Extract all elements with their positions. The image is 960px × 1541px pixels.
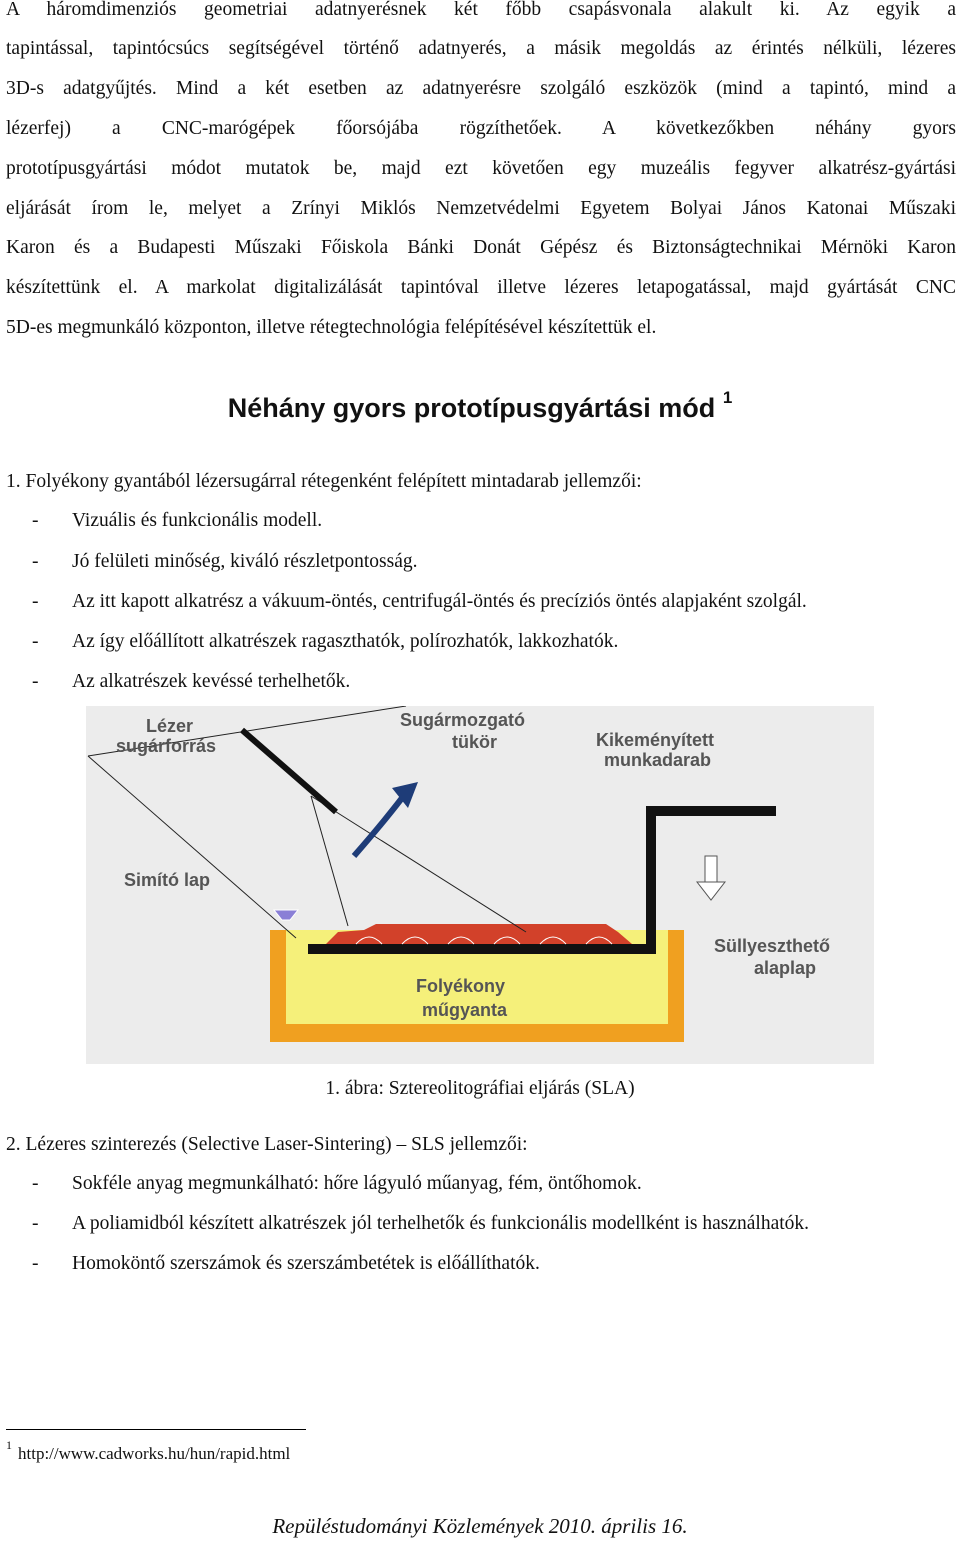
intro-line: eljárását írom le, melyet a Zrínyi Miklós Nemzetvédelmi Egyetem Bolyai János Katonai Műszaki (6, 198, 956, 219)
list-item: Az így előállított alkatrészek ragaszthatók, polírozhatók, lakkozhatók. (72, 631, 619, 652)
intro-line: A háromdimenziós geometriai adatnyerésnek két főbb csapásvonala alakult ki. Az egyik a (6, 0, 956, 20)
label-platform: Süllyeszthető (714, 936, 831, 956)
sla-diagram (86, 706, 874, 1064)
list-bullet: - (32, 671, 39, 692)
list-item: Jó felületi minőség, kiváló részletpontosság. (72, 551, 418, 572)
footnote-link[interactable]: http://www.cadworks.hu/hun/rapid.html (18, 1444, 291, 1463)
list-bullet: - (32, 1173, 39, 1194)
figure-caption: 1. ábra: Sztereolitográfiai eljárás (SLA) (325, 1078, 635, 1099)
label-resin: műgyanta (422, 1000, 508, 1020)
section2-title: 2. Lézeres szinterezés (Selective Laser-Sintering) – SLS jellemzői: (6, 1134, 528, 1155)
list-bullet: - (32, 551, 39, 572)
list-bullet: - (32, 1213, 39, 1234)
label-mirror: tükör (452, 732, 497, 752)
intro-line: 3D-s adatgyűjtés. Mind a két esetben az adatnyerésre szolgáló eszközök (mind a tapintó, mind a (6, 78, 956, 99)
label-resin: Folyékony (416, 976, 506, 996)
label-laser-source: sugárforrás (116, 736, 217, 756)
list-bullet: - (32, 1253, 39, 1274)
list-item: Sokféle anyag megmunkálható: hőre lágyuló műanyag, fém, öntőhomok. (72, 1173, 642, 1194)
list-bullet: - (32, 591, 39, 612)
section-heading-text: Néhány gyors prototípusgyártási mód (227, 393, 716, 423)
list-item: Az itt kapott alkatrész a vákuum-öntés, centrifugál-öntés és precíziós öntés alapjaként szolgál. (72, 591, 807, 612)
footnote-mark: 1 (6, 1438, 12, 1452)
page-footer: Repüléstudományi Közlemények 2010. április 16. (272, 1514, 688, 1538)
down-arrow-shaft (705, 856, 717, 882)
label-blade: Simító lap (124, 870, 211, 890)
label-part: Kikeményített (596, 730, 715, 750)
list-bullet: - (32, 510, 39, 531)
list-item: Az alkatrészek kevéssé terhelhetők. (72, 671, 351, 692)
intro-line: prototípusgyártási módot mutatok be, majd ezt követően egy muzeális fegyver alkatrész-gyártási (6, 158, 956, 179)
list-item: Vizuális és funkcionális modell. (72, 510, 323, 531)
footnote-ref: 1 (722, 388, 733, 407)
label-part: munkadarab (604, 750, 712, 770)
intro-line: tapintással, tapintócsúcs segítségével történő adatnyerés, a másik megoldás az érintés nélküli, lézeres (6, 38, 956, 59)
intro-line: Karon és a Budapesti Műszaki Főiskola Bánki Donát Gépész és Biztonságtechnikai Mérnöki Karon (6, 237, 956, 258)
list-bullet: - (32, 631, 39, 652)
label-platform: alaplap (754, 958, 817, 978)
footnote-rule (6, 1429, 306, 1430)
label-mirror: Sugármozgató (400, 710, 526, 730)
section1-title: 1. Folyékony gyantából lézersugárral rétegenként felépített mintadarab jellemzői: (6, 471, 642, 492)
cured-part (326, 924, 632, 944)
list-item: Homoköntő szerszámok és szerszámbetétek is előállíthatók. (72, 1253, 540, 1274)
intro-line: 5D-es megmunkáló központon, illetve rétegtechnológia felépítésével készítettük el. (6, 317, 657, 338)
intro-line: készítettünk el. A markolat digitalizálását tapintóval illetve lézeres letapogatással, majd gyártását CNC (6, 277, 956, 298)
section-heading (0, 388, 960, 424)
list-item: A poliamidból készített alkatrészek jól terhelhetők és funkcionális modellként is használhatók. (72, 1213, 810, 1234)
label-laser-source: Lézer (146, 716, 194, 736)
intro-line: lézerfej) a CNC-marógépek főorsójába rögzíthetőek. A következőkben néhány gyors (6, 118, 956, 139)
